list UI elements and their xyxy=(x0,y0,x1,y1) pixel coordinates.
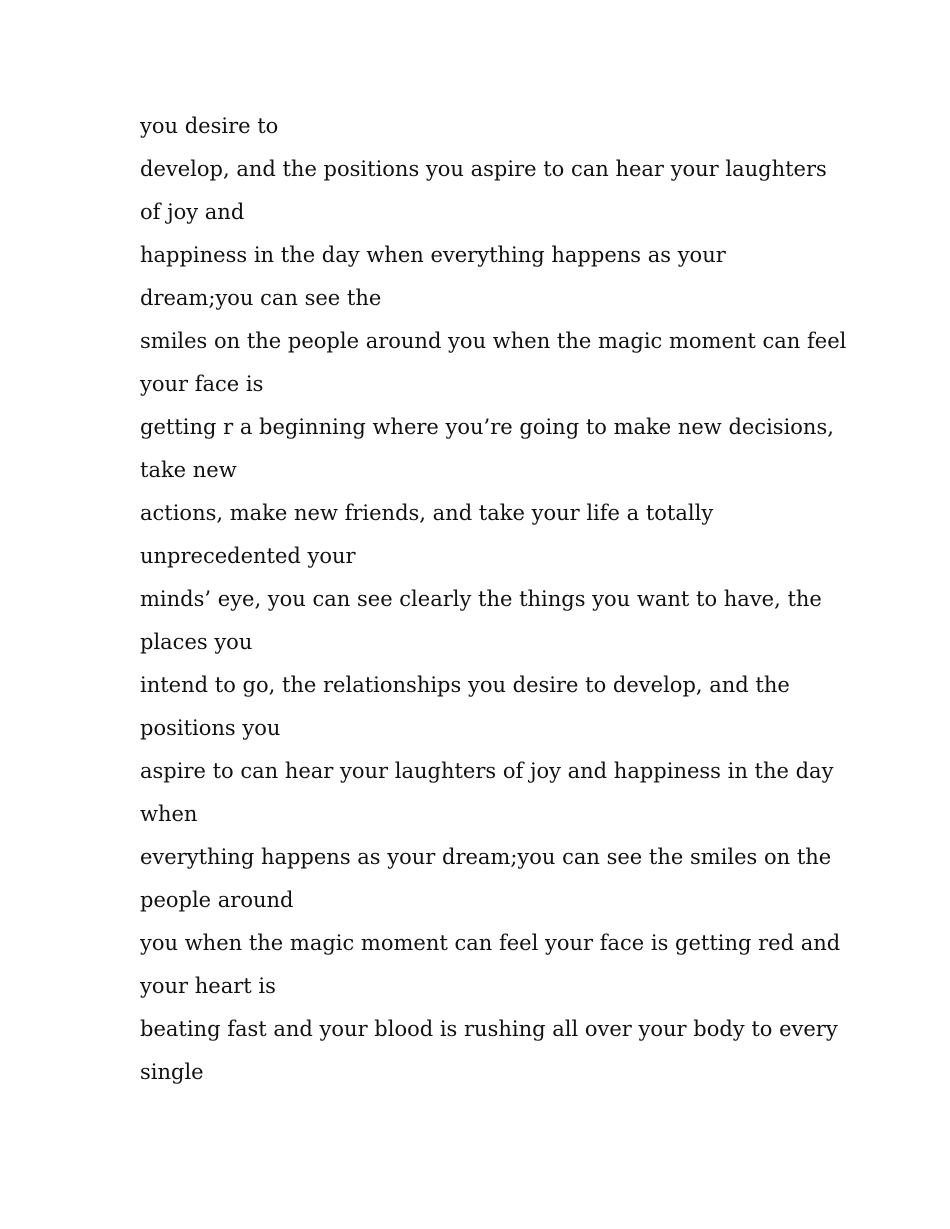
text-line: your face is xyxy=(140,372,264,396)
text-line: actions, make new friends, and take your life a totally xyxy=(140,501,714,525)
text-line: you desire to xyxy=(140,114,279,138)
text-line: beating fast and your blood is rushing all over your body to every xyxy=(140,1017,838,1041)
text-line: dream;you can see the xyxy=(140,286,382,310)
text-line: smiles on the people around you when the magic moment can feel xyxy=(140,329,847,353)
text-line: aspire to can hear your laughters of joy and happiness in the day xyxy=(140,759,834,783)
text-line: unprecedented your xyxy=(140,544,356,568)
text-line: when xyxy=(140,802,198,826)
body-text xyxy=(140,105,847,1094)
text-line: take new xyxy=(140,458,237,482)
text-line: positions you xyxy=(140,716,281,740)
text-line: happiness in the day when everything happens as your xyxy=(140,243,726,267)
text-line: people around xyxy=(140,888,294,912)
text-line: places you xyxy=(140,630,253,654)
text-line: single xyxy=(140,1060,204,1084)
text-line: you when the magic moment can feel your face is getting red and xyxy=(140,931,841,955)
text-line: intend to go, the relationships you desire to develop, and the xyxy=(140,673,790,697)
text-line: everything happens as your dream;you can see the smiles on the xyxy=(140,845,832,869)
text-line: minds’ eye, you can see clearly the things you want to have, the xyxy=(140,587,822,611)
text-line: getting r a beginning where you’re going to make new decisions, xyxy=(140,415,834,439)
text-line: develop, and the positions you aspire to can hear your laughters xyxy=(140,157,827,181)
text-line: of joy and xyxy=(140,200,245,224)
text-line: your heart is xyxy=(140,974,276,998)
